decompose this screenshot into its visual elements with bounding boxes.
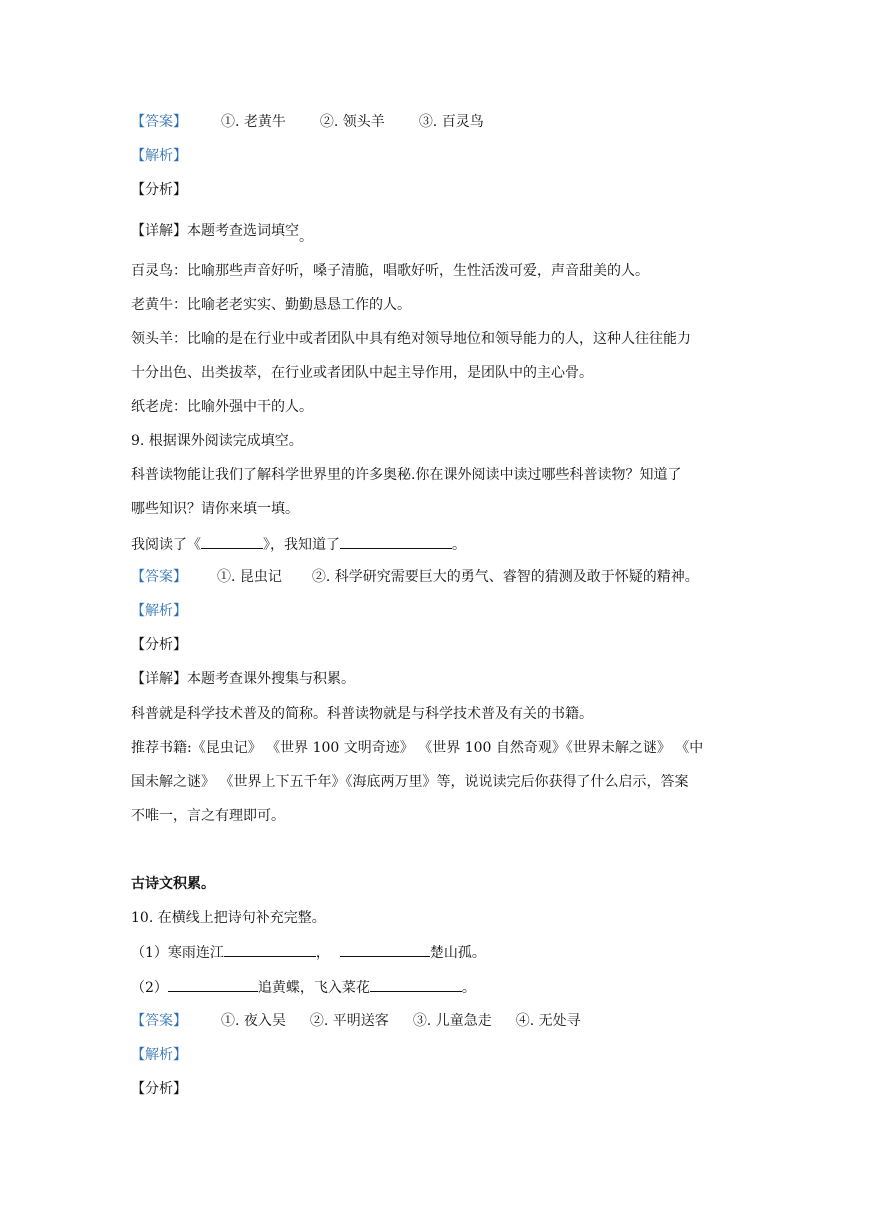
explanation-line: 推荐书籍:《昆虫记》 《世界 100 文明奇迹》 《世界 100 自然奇观》《世界未解之谜》 《中 [131,740,704,756]
fenxi-label: 【分析】 [131,637,187,653]
answer-item: ②. 科学研究需要巨大的勇气、睿智的猜测及敢于怀疑的精神。 [311,569,699,585]
question-title: 10. 在横线上把诗句补充完整。 [131,910,326,926]
fill-text: （1）寒雨连江 [131,945,224,961]
answer-item: ③. 儿童急走 [412,1013,492,1029]
fill-text: （2） [131,980,168,996]
question-title: 9. 根据课外阅读完成填空。 [131,433,303,449]
fenxi-label: 【分析】 [131,1081,187,1097]
analysis-label: 【解析】 [131,603,187,619]
answer-item: ②. 领头羊 [319,114,385,130]
blank-line[interactable] [168,977,258,992]
poem-line [131,977,476,998]
explanation-line: 老黄牛：比喻老老实实、勤勤恳恳工作的人。 [131,297,411,313]
poem-line [131,942,486,963]
fill-text: 。 [461,980,476,996]
detail-label: 【详解】 [131,223,187,239]
analysis-label: 【解析】 [131,1047,187,1063]
explanation-line: 国未解之谜》 《世界上下五千年》《海底两万里》等，说说读完后你获得了什么启示，答案 [131,774,689,790]
answer-item: ①. 老黄牛 [221,114,286,130]
answer-label: 【答案】 [131,569,187,585]
explanation-line: 不唯一，言之有理即可。 [131,808,285,824]
explanation-line: 纸老虎：比喻外强中干的人。 [131,399,313,415]
fill-text: 追黄蝶，飞入菜花 [257,980,370,996]
q8-answer-row [131,112,484,132]
explanation-line: 科普就是科学技术普及的简称。科普读物就是与科学技术普及有关的书籍。 [131,706,593,722]
fill-in-row [131,534,466,555]
detail-row [131,669,355,689]
answer-item: ①. 昆虫记 [217,569,282,585]
question-body: 哪些知识？请你来填一填。 [131,501,299,517]
detail-text: 本题考查选词填空 [187,223,299,239]
answer-label: 【答案】 [131,114,187,130]
blank-line[interactable] [340,942,430,957]
answer-label: 【答案】 [131,1013,187,1029]
detail-row [131,221,313,245]
section-heading: 古诗文积累。 [131,876,215,892]
answer-item: ③. 百灵鸟 [418,114,484,130]
blank-line[interactable] [340,534,452,549]
question-body: 科普读物能让我们了解科学世界里的许多奥秘.你在课外阅读中读过哪些科普读物？知道了 [131,467,682,483]
answer-item: ④. 无处寻 [515,1013,581,1029]
detail-text: 本题考查课外搜集与积累。 [187,671,355,687]
fill-text: 我阅读了《 [131,537,201,553]
blank-line[interactable] [370,977,462,992]
fill-text: 。 [452,537,466,553]
answer-item: ②. 平明送客 [309,1013,389,1029]
answer-item: ①. 夜入吴 [221,1013,286,1029]
fill-text: 》，我知道了 [263,537,340,553]
q9-answer-row [131,567,699,587]
explanation-line: 十分出色、出类拔萃，在行业或者团队中起主导作用，是团队中的主心骨。 [131,365,593,381]
fenxi-label: 【分析】 [131,182,187,198]
blank-line[interactable] [224,942,316,957]
detail-tail: 。 [299,229,313,245]
blank-line[interactable] [201,534,263,549]
analysis-label: 【解析】 [131,148,187,164]
fill-text: 楚山孤。 [429,945,486,961]
detail-label: 【详解】 [131,671,187,687]
explanation-line: 百灵鸟：比喻那些声音好听，嗓子清脆，唱歌好听，生性活泼可爱，声音甜美的人。 [131,263,649,279]
fill-text: ， [315,945,330,961]
q10-answer-row [131,1011,581,1031]
explanation-line: 领头羊：比喻的是在行业中或者团队中具有绝对领导地位和领导能力的人，这种人往往能力 [131,331,691,347]
